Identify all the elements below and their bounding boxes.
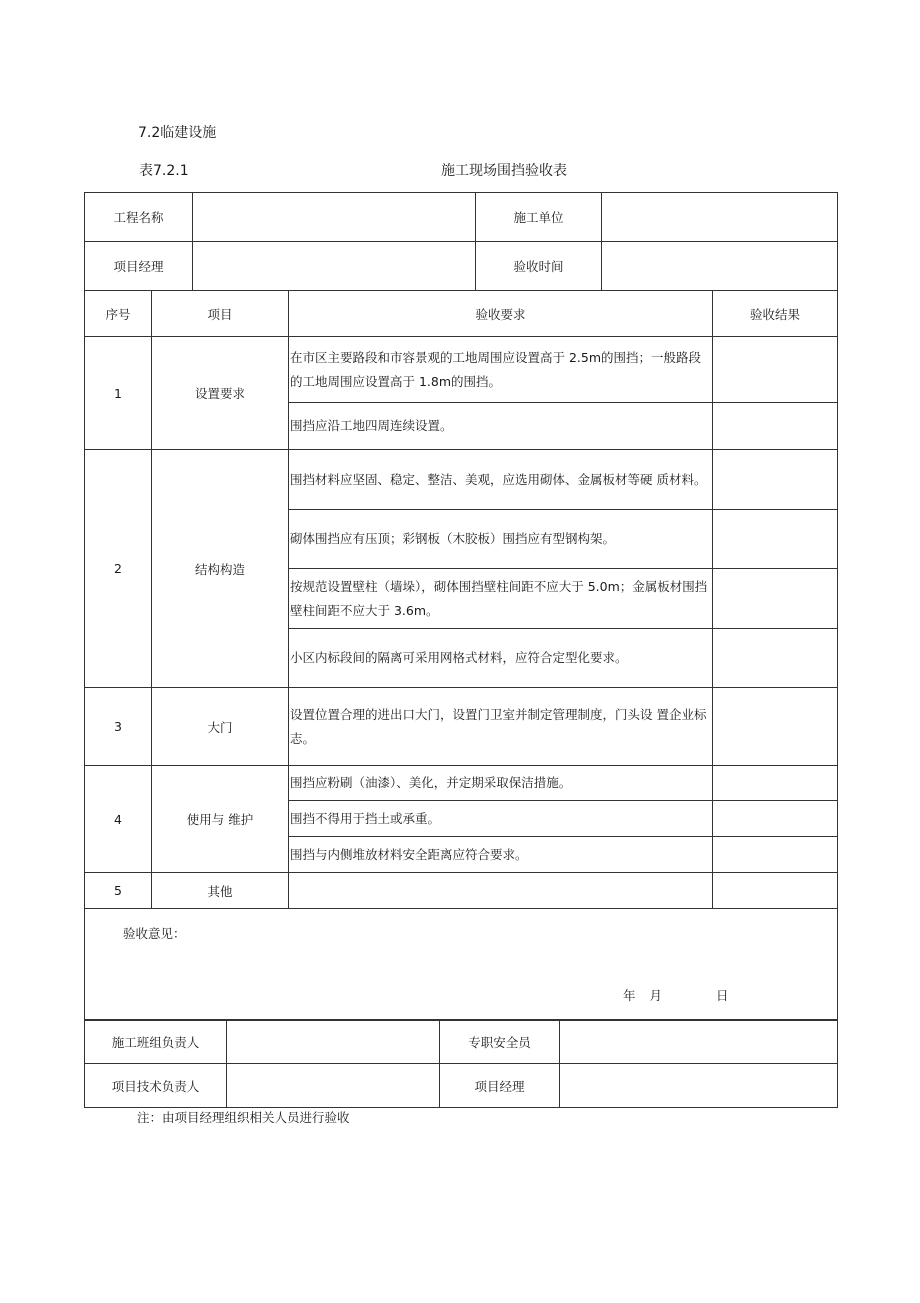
acceptance-time-field[interactable] <box>602 242 838 291</box>
column-header-requirement: 验收要求 <box>289 291 713 337</box>
project-manager-label: 项目经理 <box>85 242 193 291</box>
requirement-cell: 围挡应粉刷（油漆）、美化，并定期采取保洁措施。 <box>289 766 713 801</box>
footer-note: 注：由项目经理组织相关人员进行验收 <box>137 1110 350 1125</box>
row-no: 2 <box>85 450 152 688</box>
requirement-cell: 围挡应沿工地四周连续设置。 <box>289 403 713 450</box>
requirement-cell[interactable] <box>289 873 713 909</box>
row-item: 结构构造 <box>152 450 289 688</box>
date-month: 月 <box>649 988 663 1003</box>
column-header-result: 验收结果 <box>713 291 838 337</box>
requirement-cell: 设置位置合理的进出口大门，设置门卫室并制定管理制度，门头设 置企业标志。 <box>289 688 713 766</box>
result-cell[interactable] <box>713 688 838 766</box>
team-leader-label: 施工班组负责人 <box>85 1020 227 1064</box>
requirement-cell: 围挡与内侧堆放材料安全距离应符合要求。 <box>289 837 713 873</box>
project-name-label: 工程名称 <box>85 193 193 242</box>
result-cell[interactable] <box>713 837 838 873</box>
signature-project-manager-label: 项目经理 <box>440 1064 560 1108</box>
result-cell[interactable] <box>713 873 838 909</box>
requirement-cell: 小区内标段间的隔离可采用网格式材料，应符合定型化要求。 <box>289 629 713 688</box>
date-day: 日 <box>716 988 729 1003</box>
row-no: 3 <box>85 688 152 766</box>
table-number: 表7.2.1 <box>139 163 189 179</box>
column-header-item: 项目 <box>152 291 289 337</box>
table-row <box>85 766 838 801</box>
result-cell[interactable] <box>713 569 838 629</box>
opinion-label: 验收意见： <box>123 926 186 941</box>
result-cell[interactable] <box>713 337 838 403</box>
date-year: 年 <box>623 988 636 1003</box>
row-item: 设置要求 <box>152 337 289 450</box>
contractor-field[interactable] <box>602 193 838 242</box>
safety-officer-field[interactable] <box>560 1020 838 1064</box>
signature-project-manager-field[interactable] <box>560 1064 838 1108</box>
row-item: 其他 <box>152 873 289 909</box>
project-name-field[interactable] <box>193 193 476 242</box>
acceptance-time-label: 验收时间 <box>476 242 602 291</box>
row-no: 4 <box>85 766 152 873</box>
row-no: 5 <box>85 873 152 909</box>
row-item: 大门 <box>152 688 289 766</box>
result-cell[interactable] <box>713 450 838 510</box>
table-title: 施工现场围挡验收表 <box>441 163 567 179</box>
table-row <box>85 873 838 909</box>
result-cell[interactable] <box>713 510 838 569</box>
team-leader-field[interactable] <box>227 1020 440 1064</box>
safety-officer-label: 专职安全员 <box>440 1020 560 1064</box>
result-cell[interactable] <box>713 629 838 688</box>
tech-lead-field[interactable] <box>227 1064 440 1108</box>
section-heading: 7.2临建设施 <box>138 125 217 141</box>
header-table <box>84 192 838 291</box>
requirement-cell: 按规范设置壁柱（墙垛），砌体围挡壁柱间距不应大于 5.0m；金属板材围挡壁柱间距不应大于 3.6m。 <box>289 569 713 629</box>
result-cell[interactable] <box>713 403 838 450</box>
checklist-table <box>84 290 838 1021</box>
column-header-row <box>85 291 838 337</box>
requirement-cell: 在市区主要路段和市容景观的工地周围应设置高于 2.5m的围挡；一般路段的工地周围应设置高于 1.8m的围挡。 <box>289 337 713 403</box>
requirement-cell: 围挡不得用于挡土或承重。 <box>289 801 713 837</box>
opinion-date <box>623 986 837 1004</box>
table-row <box>85 688 838 766</box>
requirement-cell: 砌体围挡应有压顶；彩钢板（木胶板）围挡应有型钢构架。 <box>289 510 713 569</box>
project-manager-field[interactable] <box>193 242 476 291</box>
result-cell[interactable] <box>713 766 838 801</box>
signature-table <box>84 1019 838 1108</box>
tech-lead-label: 项目技术负责人 <box>85 1064 227 1108</box>
opinion-row <box>85 909 838 1021</box>
result-cell[interactable] <box>713 801 838 837</box>
opinion-cell[interactable] <box>85 909 838 1021</box>
column-header-no: 序号 <box>85 291 152 337</box>
table-row <box>85 450 838 510</box>
requirement-cell: 围挡材料应坚固、稳定、整洁、美观，应选用砌体、金属板材等硬 质材料。 <box>289 450 713 510</box>
row-item: 使用与 维护 <box>152 766 289 873</box>
contractor-label: 施工单位 <box>476 193 602 242</box>
row-no: 1 <box>85 337 152 450</box>
table-row <box>85 337 838 403</box>
